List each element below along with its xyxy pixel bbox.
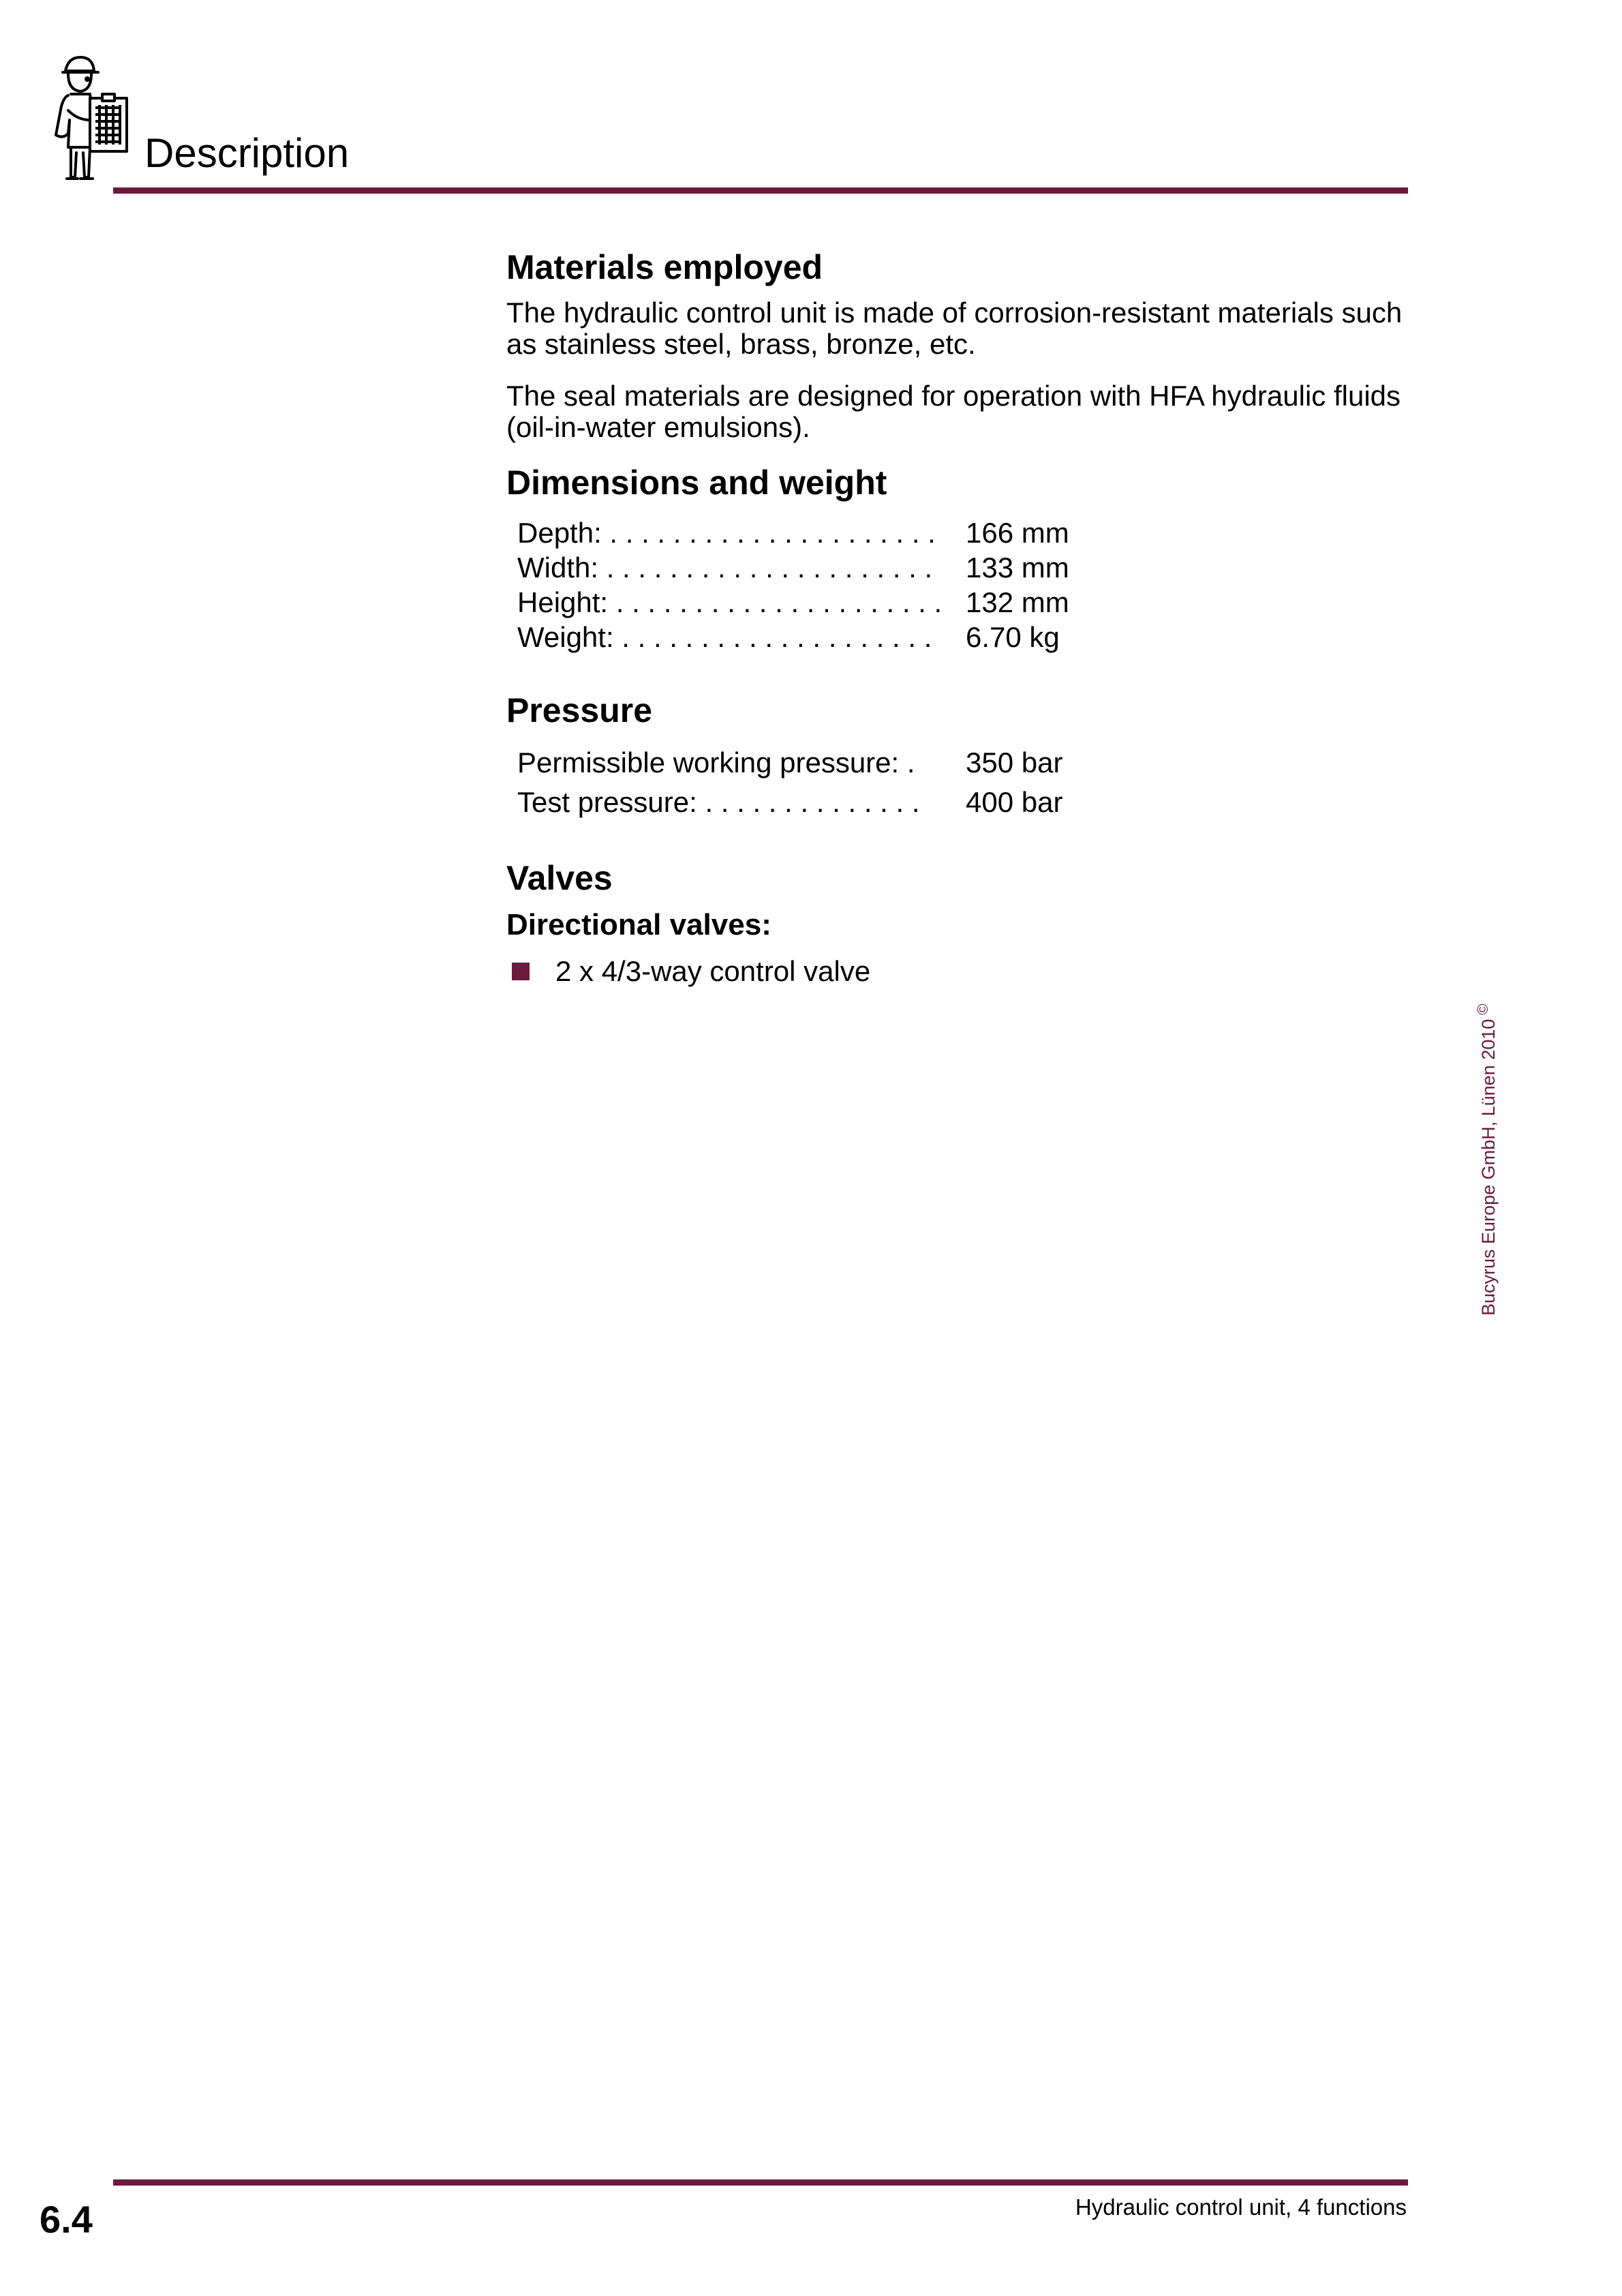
pressure-row-test [517,783,1406,822]
materials-heading: Materials employed [506,248,823,286]
spec-label: Permissible working pressure: . [517,746,915,779]
directional-valves-subheading: Directional valves: [506,908,771,941]
technician-with-clipboard-icon [48,52,136,185]
spec-label: Weight: . . . . . . . . . . . . . . . . . . . . [517,621,932,653]
square-bullet-icon [512,963,530,980]
spec-label: Height: . . . . . . . . . . . . . . . . . . . . . [517,586,943,618]
copyright-text: Bucyrus Europe GmbH, Lünen 2010 [1478,1018,1499,1316]
spec-label: Test pressure: . . . . . . . . . . . . . . [517,786,920,818]
dimensions-table [517,515,1406,654]
dimension-row-height [517,585,1406,620]
header-rule [113,187,1408,194]
spec-value: 132 mm [966,586,1069,618]
spec-value: 400 bar [966,786,1063,818]
materials-paragraph-2: The seal materials are designed for operation with HFA hydraulic fluids (oil-in-water emulsions). [506,380,1401,443]
copyright-symbol: © [1474,1003,1491,1015]
footer-document-title: Hydraulic control unit, 4 functions [1075,2194,1407,2220]
list-item [512,954,1406,988]
footer-rule [113,2179,1408,2186]
dimension-row-depth [517,515,1406,550]
spec-value: 350 bar [966,746,1063,779]
dimension-row-width [517,550,1406,585]
copyright-notice [1472,1004,1499,1316]
valves-heading: Valves [506,859,613,897]
main-content [506,247,1406,988]
spec-value: 133 mm [966,552,1069,584]
dimension-row-weight [517,620,1406,654]
page-number: 6.4 [40,2198,93,2241]
page-title: Description [144,130,350,176]
spec-value: 6.70 kg [966,621,1060,653]
dimensions-heading: Dimensions and weight [506,464,887,502]
pressure-heading: Pressure [506,691,653,729]
materials-paragraph-1: The hydraulic control unit is made of corrosion-resistant materials such as stainless steel, brass, bronze, etc. [506,297,1403,360]
spec-label: Width: . . . . . . . . . . . . . . . . . . . . . [517,552,933,584]
pressure-row-working [517,743,1406,783]
list-item-label: 2 x 4/3-way control valve [555,955,871,987]
spec-value: 166 mm [966,517,1069,549]
spec-label: Depth: . . . . . . . . . . . . . . . . . . . . . [517,517,936,549]
pressure-table [517,743,1406,822]
